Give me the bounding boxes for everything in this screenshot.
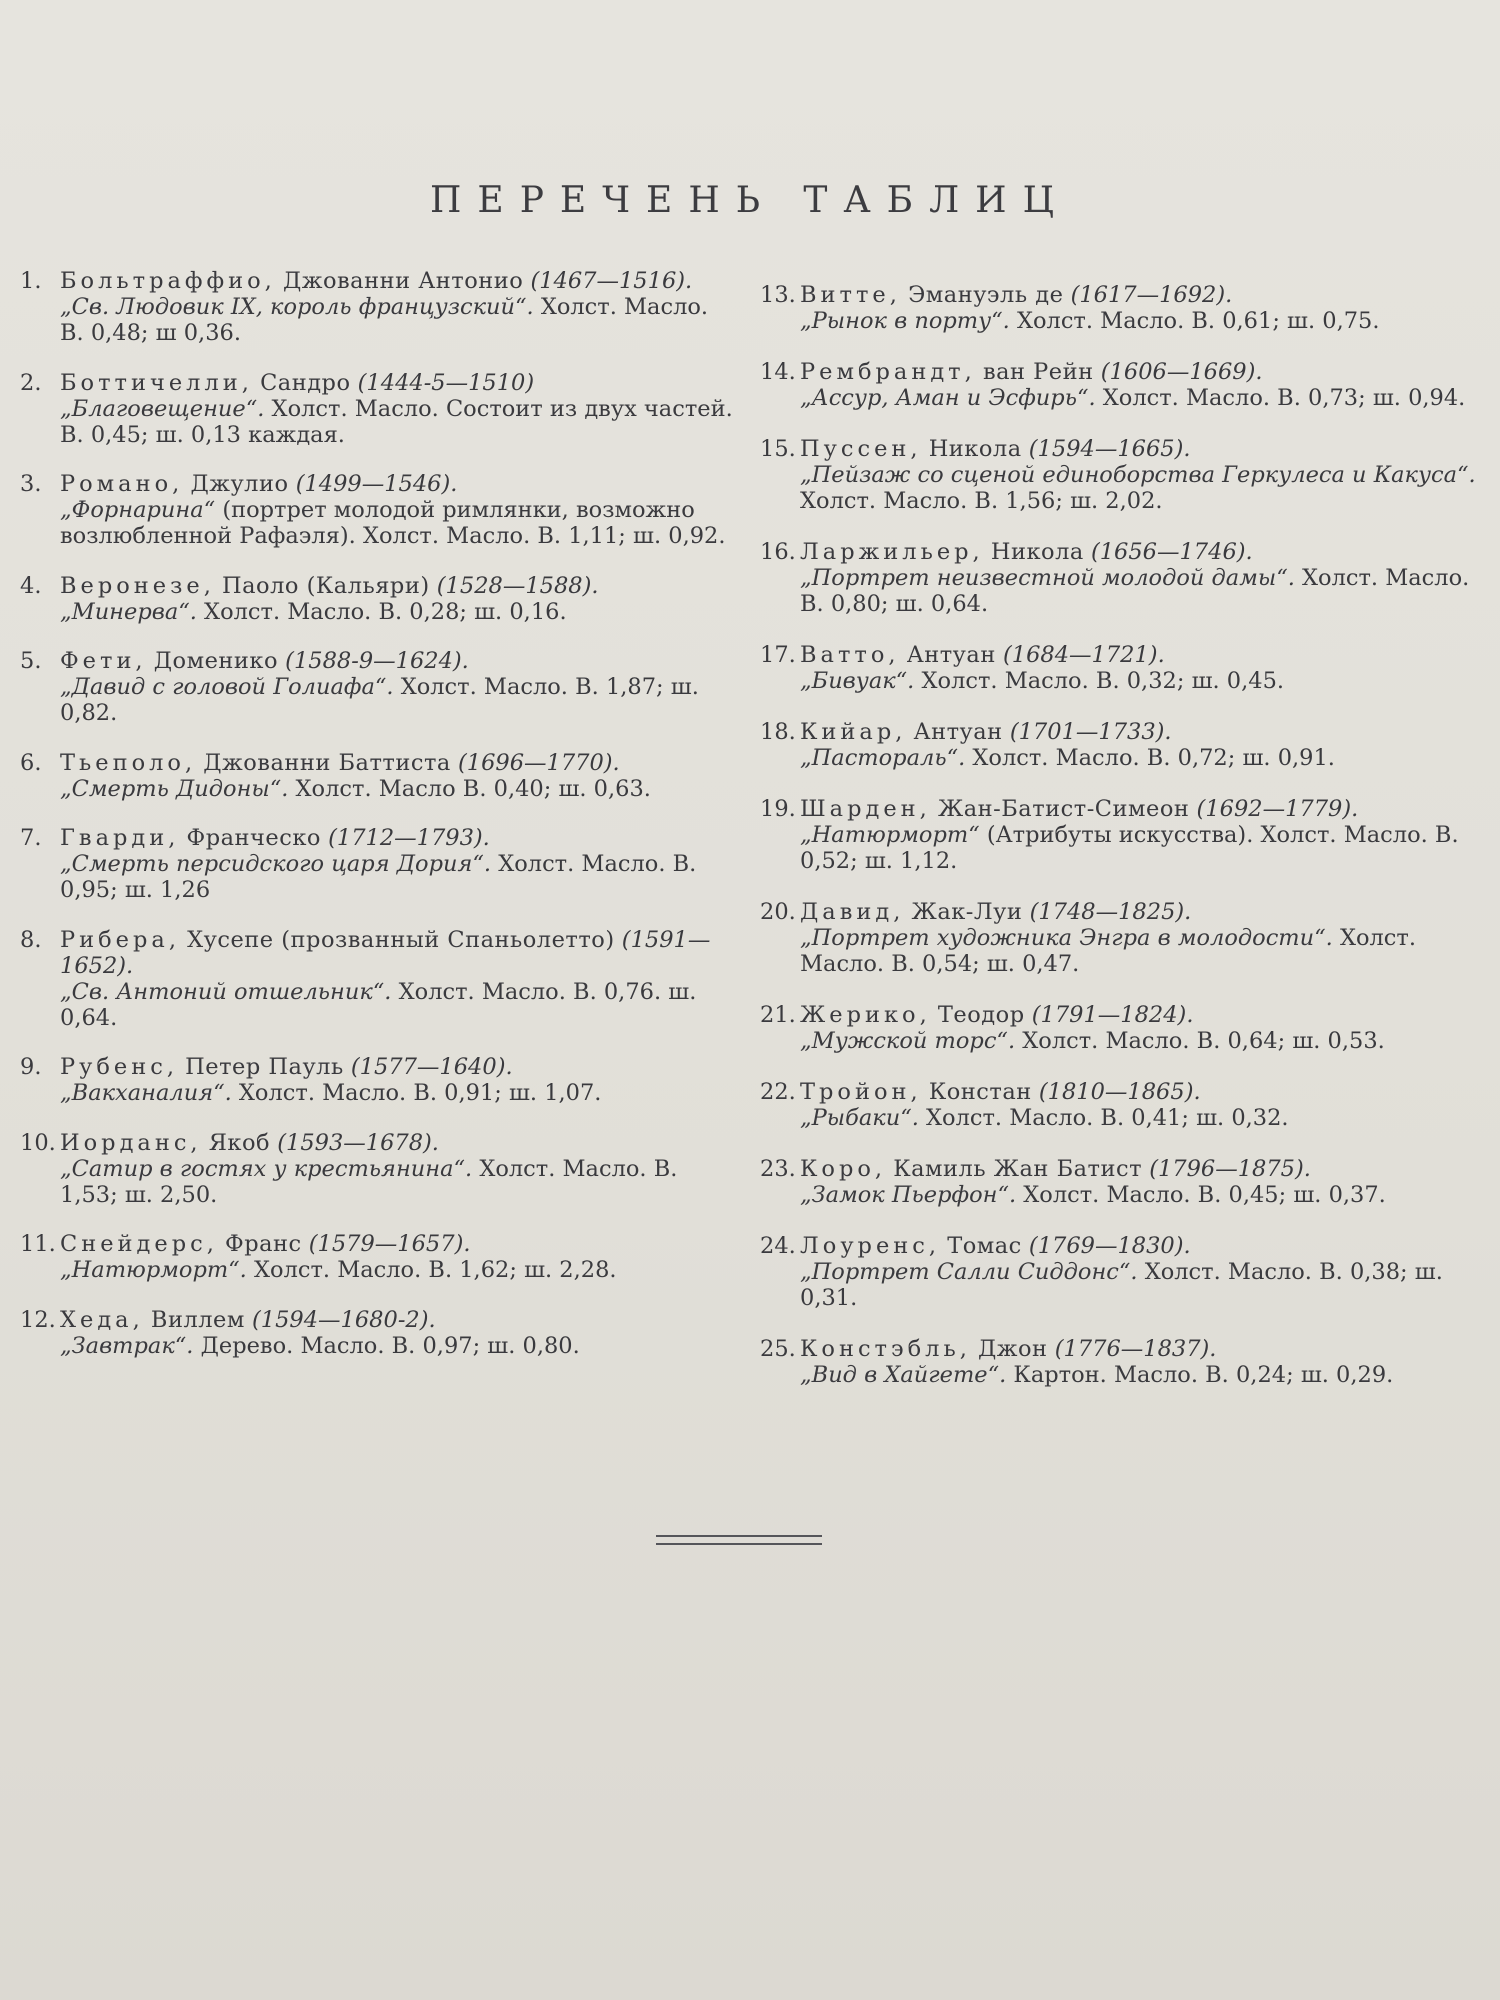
artist-name: Виллем: [150, 1306, 245, 1333]
artist-surname: Романо,: [60, 471, 184, 497]
work-details: Холст. Масло. В. 0,73; ш. 0,94.: [1102, 385, 1466, 411]
work-details: Холст. Масло. В. 0,38; ш. 0,31.: [800, 1259, 1443, 1311]
work-line: [60, 599, 734, 625]
work-details: Холст. Масло. Состоит из двух частей. В. 0,45; ш. 0,13 каждая.: [60, 395, 733, 448]
artist-dates: (1444-5—1510): [357, 369, 535, 396]
entry-number: 7.: [20, 825, 42, 851]
work-line: [800, 1362, 1482, 1388]
entry-number: 22.: [760, 1079, 796, 1105]
work-line: [800, 925, 1482, 977]
artist-name: Джулио: [190, 471, 289, 497]
page-title: ПЕРЕЧЕНЬ ТАБЛИЦ: [430, 180, 1070, 221]
entry-number: 5.: [20, 648, 42, 674]
work-details: Картон. Масло. В. 0,24; ш. 0,29.: [1013, 1362, 1394, 1388]
work-title: „Портрет неизвестной молодой дамы“.: [800, 565, 1295, 591]
artist-dates: (1692—1779).: [1196, 796, 1359, 822]
work-details: Холст. Масло. В. 1,87; ш. 0,82.: [60, 674, 699, 726]
work-title: „Рыбаки“.: [800, 1105, 919, 1131]
work-line: [60, 1257, 734, 1283]
artist-dates: (1588-9—1624).: [285, 648, 469, 674]
artist-dates: (1810—1865).: [1038, 1079, 1201, 1105]
list-item: [22, 927, 734, 1031]
entry-number: 8.: [20, 926, 42, 953]
artist-dates: (1684—1721).: [1003, 642, 1165, 668]
entry-number: 17.: [760, 642, 796, 668]
artist-surname: Рубенс,: [60, 1054, 178, 1080]
artist-dates: (1593—1678).: [277, 1129, 439, 1156]
work-line: [60, 497, 734, 549]
list-item: [762, 719, 1482, 771]
work-line: [800, 1259, 1482, 1311]
list-item: [22, 648, 734, 726]
work-title: „Мужской торс“.: [800, 1028, 1016, 1054]
work-title: „Минерва“.: [60, 598, 197, 625]
work-details: Холст. Масло. В. 0,80; ш. 0,64.: [800, 565, 1470, 617]
artist-dates: (1577—1640).: [350, 1054, 513, 1080]
work-details: Холст. Масло. В. 0,64; ш. 0,53.: [1022, 1028, 1385, 1054]
artist-name: ван Рейн: [982, 359, 1094, 385]
artist-name: Якоб: [208, 1129, 271, 1156]
work-line: [60, 776, 734, 802]
entry-number: 13.: [760, 282, 796, 308]
list-item: [22, 370, 734, 448]
work-title: „Бивуак“.: [800, 668, 915, 694]
artist-name: Томас: [947, 1233, 1022, 1259]
entry-number: 2.: [20, 369, 42, 396]
work-line: [800, 565, 1482, 617]
artist-name: Камиль Жан Батист: [893, 1156, 1143, 1182]
entry-number: 21.: [760, 1002, 796, 1028]
artist-dates: (1499—1546).: [295, 471, 458, 497]
end-divider: [656, 1535, 822, 1545]
entry-number: 15.: [760, 436, 796, 462]
artist-name: Никола: [990, 539, 1084, 565]
list-item: [762, 539, 1482, 617]
list-item: [762, 1002, 1482, 1054]
entry-number: 20.: [760, 899, 796, 925]
work-title: „Ассур, Аман и Эсфирь“.: [800, 385, 1096, 411]
artist-surname: Ватто,: [800, 642, 900, 668]
artist-name: Эмануэль де: [908, 282, 1064, 308]
artist-name: Констан: [928, 1079, 1032, 1105]
list-item: [22, 1231, 734, 1283]
entry-number: 11.: [20, 1231, 56, 1257]
artist-dates: (1606—1669).: [1100, 359, 1263, 385]
artist-surname: Иорданс,: [60, 1129, 202, 1156]
list-item: [762, 796, 1482, 874]
artist-surname: Давид,: [800, 899, 905, 925]
artist-dates: (1656—1746).: [1090, 539, 1253, 565]
list-item: [762, 899, 1482, 977]
work-details: Холст. Масло. В. 0,32; ш. 0,45.: [921, 668, 1285, 694]
work-details: Холст. Масло. В. 0,41; ш. 0,32.: [926, 1105, 1289, 1131]
work-line: [800, 745, 1482, 771]
work-details: Холст. Масло. В. 0,61; ш. 0,75.: [1016, 308, 1380, 334]
artist-name: Антуан: [913, 719, 1003, 745]
work-line: [800, 385, 1482, 411]
work-title: „Натюрморт“: [800, 822, 980, 848]
artist-name: Паоло (Кальяри): [222, 572, 430, 599]
work-details: Дерево. Масло. В. 0,97; ш. 0,80.: [200, 1332, 580, 1359]
work-title: „Завтрак“.: [60, 1332, 194, 1359]
work-title: „Пастораль“.: [800, 745, 966, 771]
work-line: [800, 308, 1482, 334]
artist-dates: (1617—1692).: [1070, 282, 1233, 308]
entry-number: 4.: [20, 572, 42, 599]
work-title: „Св. Антоний отшельник“.: [60, 978, 392, 1005]
artist-name: Сандро: [260, 369, 351, 396]
work-line: [800, 462, 1482, 514]
list-item: [762, 1233, 1482, 1311]
list-column-right: [762, 282, 1482, 1413]
work-title: „Портрет Салли Сиддонс“.: [800, 1259, 1138, 1285]
list-item: [762, 1336, 1482, 1388]
work-title: „Пейзаж со сценой единоборства Геркулеса и Какуса“.: [800, 462, 1476, 488]
work-title: „Вакханалия“.: [60, 1080, 232, 1106]
work-title: „Сатир в гостях у крестьянина“.: [60, 1155, 473, 1182]
list-item: [762, 1079, 1482, 1131]
work-title: „Форнарина“: [60, 497, 216, 523]
work-details: Холст. Масло. В. 1,62; ш. 2,28.: [254, 1257, 617, 1283]
artist-surname: Веронезе,: [60, 572, 215, 599]
work-line: [60, 396, 734, 448]
list-item: [22, 750, 734, 802]
work-details: Холст. Масло. В. 0,95; ш. 1,26: [60, 851, 697, 903]
artist-dates: (1594—1665).: [1028, 436, 1191, 462]
artist-dates: (1594—1680-2).: [252, 1306, 436, 1333]
list-item: [22, 268, 734, 346]
work-line: [60, 979, 734, 1031]
list-item: [22, 1307, 734, 1359]
work-title: „Рынок в порту“.: [800, 308, 1010, 334]
work-title: „Замок Пьерфон“.: [800, 1182, 1017, 1208]
work-details: Холст. Масло В. 0,40; ш. 0,63.: [295, 775, 651, 802]
work-details: (портрет молодой римлянки, возможно возлюбленной Рафаэля). Холст. Масло. В. 1,11; ш. 0,92.: [60, 497, 726, 549]
entry-number: 25.: [760, 1336, 796, 1362]
entry-number: 19.: [760, 796, 796, 822]
list-item: [762, 359, 1482, 411]
artist-name: Никола: [928, 436, 1022, 462]
work-line: [800, 822, 1482, 874]
artist-surname: Жерико,: [800, 1002, 931, 1028]
work-details: Холст. Масло. В. 0,54; ш. 0,47.: [800, 925, 1417, 977]
artist-dates: (1696—1770).: [457, 749, 620, 776]
work-line: [60, 674, 734, 726]
artist-name: Джованни Баттиста: [203, 749, 451, 776]
artist-surname: Гварди,: [60, 825, 180, 851]
work-line: [60, 1080, 734, 1106]
entry-number: 16.: [760, 539, 796, 565]
entry-number: 10.: [20, 1129, 56, 1156]
artist-surname: Коро,: [800, 1156, 887, 1182]
artist-surname: Ларжильер,: [800, 539, 984, 565]
work-line: [60, 1333, 734, 1359]
work-title: „Натюрморт“.: [60, 1257, 247, 1283]
artist-name: Теодор: [937, 1002, 1025, 1028]
list-item: [22, 825, 734, 903]
work-title: „Давид с головой Голиафа“.: [60, 674, 394, 700]
list-item: [22, 573, 734, 625]
work-title: „Портрет художника Энгра в молодости“.: [800, 925, 1333, 951]
artist-dates: (1467—1516).: [530, 268, 693, 294]
work-details: Холст. Масло. В. 0,45; ш. 0,37.: [1023, 1182, 1386, 1208]
artist-name: Франс: [225, 1231, 302, 1257]
artist-dates: (1776—1837).: [1054, 1336, 1217, 1362]
artist-surname: Больтраффио,: [60, 268, 276, 294]
artist-surname: Хеда,: [60, 1306, 144, 1333]
artist-name: Джон: [978, 1336, 1048, 1362]
entry-number: 18.: [760, 719, 796, 745]
work-line: [60, 1156, 734, 1208]
artist-surname: Лоуренс,: [800, 1233, 941, 1259]
list-item: [762, 436, 1482, 514]
artist-dates: (1748—1825).: [1029, 899, 1192, 925]
artist-surname: Витте,: [800, 282, 901, 308]
artist-surname: Фети,: [60, 648, 147, 674]
entry-number: 1.: [20, 268, 42, 294]
artist-surname: Констэбль,: [800, 1336, 971, 1362]
entry-number: 24.: [760, 1233, 796, 1259]
artist-surname: Снейдерс,: [60, 1231, 218, 1257]
artist-surname: Пуссен,: [800, 436, 922, 462]
artist-name: Джованни Антонио: [282, 268, 524, 294]
artist-name: Петер Пауль: [185, 1054, 344, 1080]
entry-number: 6.: [20, 749, 42, 776]
work-title: „Смерть Дидоны“.: [60, 775, 289, 802]
list-item: [22, 1054, 734, 1106]
artist-dates: (1579—1657).: [308, 1231, 471, 1257]
work-title: „Св. Людовик IX, король французский“.: [60, 294, 534, 320]
work-line: [800, 1028, 1482, 1054]
artist-surname: Тьеполо,: [60, 749, 197, 776]
work-details: Холст. Масло. В. 0,76. ш. 0,64.: [60, 978, 697, 1031]
list-item: [762, 1156, 1482, 1208]
artist-surname: Рембрандт,: [800, 359, 976, 385]
entry-number: 3.: [20, 471, 42, 497]
artist-dates: (1712—1793).: [328, 825, 490, 851]
work-line: [800, 1105, 1482, 1131]
artist-dates: (1796—1875).: [1149, 1156, 1311, 1182]
work-details: Холст. Масло. В. 1,53; ш. 2,50.: [60, 1155, 678, 1208]
artist-dates: (1769—1830).: [1028, 1233, 1191, 1259]
list-item: [762, 642, 1482, 694]
work-title: „Смерть персидского царя Дория“.: [60, 851, 492, 877]
entry-number: 23.: [760, 1156, 796, 1182]
artist-surname: Шарден,: [800, 796, 931, 822]
artist-dates: (1791—1824).: [1031, 1002, 1194, 1028]
work-line: [800, 1182, 1482, 1208]
entry-number: 12.: [20, 1306, 56, 1333]
artist-dates: (1701—1733).: [1009, 719, 1172, 745]
artist-surname: Кийар,: [800, 719, 907, 745]
work-line: [60, 294, 734, 346]
artist-name: Хусепе (прозванный Спаньолетто): [187, 926, 615, 953]
work-details: (Атрибуты искусства). Холст. Масло. В. 0,52; ш. 1,12.: [800, 822, 1459, 874]
work-title: „Благовещение“.: [60, 395, 265, 422]
work-line: [60, 851, 734, 903]
list-item: [22, 471, 734, 549]
artist-name: Жан-Батист-Симеон: [937, 796, 1190, 822]
artist-dates: (1528—1588).: [436, 572, 599, 599]
artist-name: Антуан: [906, 642, 996, 668]
work-details: Холст. Масло. В. 0,28; ш. 0,16.: [204, 598, 567, 625]
artist-surname: Рибера,: [60, 926, 180, 953]
work-title: „Вид в Хайгете“.: [800, 1362, 1007, 1388]
work-details: Холст. Масло. В. 0,91; ш. 1,07.: [238, 1080, 602, 1106]
artist-name: Доменико: [153, 648, 279, 674]
list-item: [762, 282, 1482, 334]
artist-surname: Тройон,: [800, 1079, 922, 1105]
list-column-left: [22, 268, 734, 1382]
artist-surname: Боттичелли,: [60, 369, 253, 396]
artist-name: Франческо: [186, 825, 321, 851]
entry-number: 9.: [20, 1054, 42, 1080]
artist-name: Жак-Луи: [911, 899, 1023, 925]
entry-number: 14.: [760, 359, 796, 385]
work-details: Холст. Масло. В. 0,48; ш 0,36.: [60, 294, 709, 346]
work-line: [800, 668, 1482, 694]
work-details: Холст. Масло. В. 1,56; ш. 2,02.: [800, 488, 1163, 514]
artist-dates: (1591—1652).: [60, 926, 711, 979]
list-item: [22, 1130, 734, 1208]
work-details: Холст. Масло. В. 0,72; ш. 0,91.: [972, 745, 1335, 771]
